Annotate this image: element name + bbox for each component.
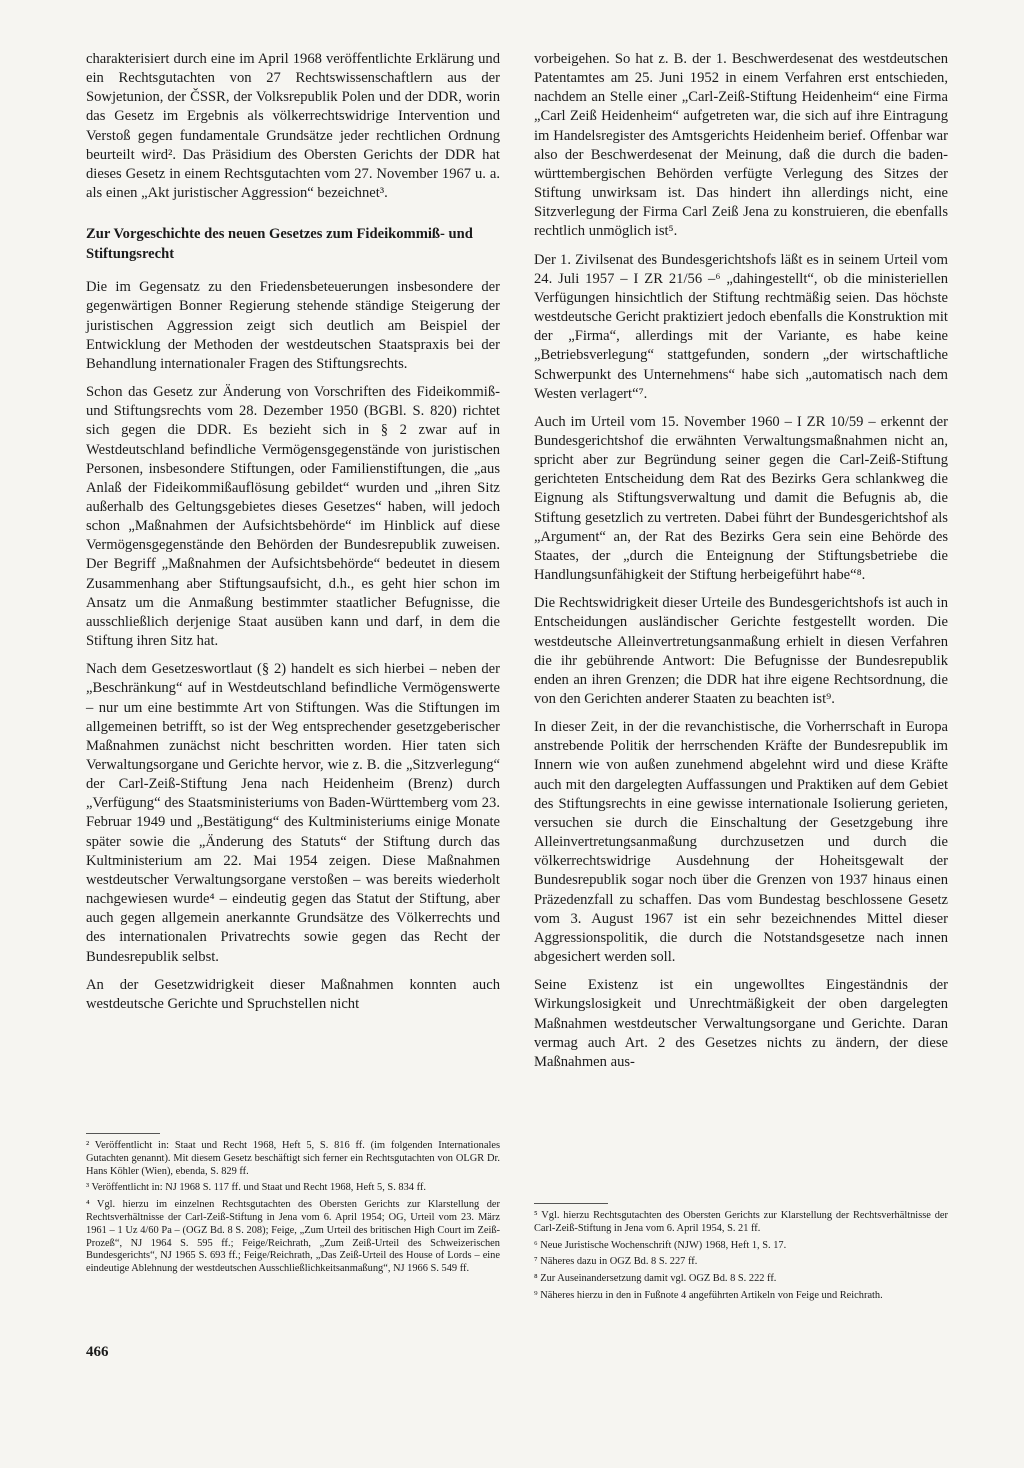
body-paragraph: vorbeigehen. So hat z. B. der 1. Beschwerdesenat des westdeutschen Patentamtes am 25. Juni 1952 in einem Verfahren erst entschieden, nachdem an Stelle einer „Carl-Zeiß-Stiftung Heidenheim“ eine Firma „Carl Zeiß Heidenheim“ aufgetreten war, die sich auf ihre Eintragung im Handelsregister des Amtsgerichts Heidenheim berief. Offenbar war also der Beschwerdesenat der Meinung, daß die durch die baden-württembergischen Behörden verfügte Verlegung des Sitzes der Stiftung unwirksam ist. Das hindert ihn allerdings nicht, eine Sitzverlegung der Firma Carl Zeiß Jena zu konstruieren, die ebenfalls rechtlich unmöglich ist⁵. [534, 51, 948, 240]
body-paragraph: Der 1. Zivilsenat des Bundesgerichtshofs läßt es in seinem Urteil vom 24. Juli 1957 – I ZR 21/56 –⁶ „dahingestellt“, ob die ministeriellen Verfügungen hinsichtlich der Stiftung rechtmäßig seien. Das höchste westdeutsche Gericht praktiziert jedoch ebenfalls die Konstruktion mit der „Firma“, allerdings mit der Variante, es habe keine „Betriebsverlegung“ stattgefunden, sondern „der wirtschaftliche Schwerpunkt des Unternehmens“ habe sich „automatisch nach dem Westen verlagert“⁷. [534, 251, 948, 402]
footnote: ⁵ Vgl. hierzu Rechtsgutachten des Obersten Gerichts zur Klarstellung der Rechtsverhältnisse der Carl-Zeiß-Stiftung in Jena vom 6. April 1954, S. 21 ff. [534, 1210, 948, 1234]
footnote: ⁶ Neue Juristische Wochenschrift (NJW) 1968, Heft 1, S. 17. [534, 1239, 787, 1251]
section-heading: Zur Vorgeschichte des neuen Gesetzes zum Fideikommiß- und Stiftungsrecht [86, 226, 473, 262]
footnote: ⁴ Vgl. hierzu im einzelnen Rechtsgutachten des Obersten Gerichts zur Klarstellung der Rechtsverhältnisse der Carl-Zeiß-Stiftung in Jena vom 6. April 1954; OG, Urteil vom 23. März 1961 – 1 Uz 4/60 Pa – (OGZ Bd. 8 S. 208); Feige, „Zum Urteil des britischen High Court im Zeiß-Prozeß“, NJ 1964 S. 595 ff.; Feige/Reichrath, „Zum Zeiß-Urteil des Schweizerischen Bundesgerichts“, NJ 1965 S. 693 ff.; Feige/Reichrath, „Das Zeiß-Urteil des House of Lords – eine eindeutige Ablehnung der westdeutschen Ausschließlichkeitsanmaßung“, NJ 1966 S. 549 ff. [86, 1199, 500, 1275]
footnote-divider [86, 1133, 160, 1134]
left-column [86, 50, 500, 1023]
footnote: ⁸ Zur Auseinandersetzung damit vgl. OGZ Bd. 8 S. 222 ff. [534, 1273, 777, 1285]
body-paragraph: Die im Gegensatz zu den Friedensbeteuerungen insbesondere der gegenwärtigen Bonner Regierung stehende ständige Steigerung der juristischen Aggression zeigt sich deutlich am Beispiel der Entwicklung der Methoden der westdeutschen Staatspraxis bei der Behandlung internationaler Fragen des Stiftungsrechts. [86, 279, 500, 372]
footnote: ³ Veröffentlicht in: NJ 1968 S. 117 ff. und Staat und Recht 1968, Heft 5, S. 834 ff. [86, 1182, 426, 1194]
right-footnotes [534, 1210, 948, 1307]
page-number: 466 [86, 1344, 109, 1360]
body-paragraph: Auch im Urteil vom 15. November 1960 – I ZR 10/59 – erkennt der Bundesgerichtshof die erwähnten Verwaltungsmaßnahmen nicht an, spricht aber zur Begründung seiner gegen die Carl-Zeiß-Stiftung gerichteten Entscheidung dem Rat des Bezirks Gera schlankweg die Eignung als Stiftungsverwaltung und damit die Befugnis ab, die Stiftung gesetzlich zu vertreten. Dabei führt der Bundesgerichtshof als „Argument“ an, der Rat des Bezirks Gera sein eine Behörde des Staates, der „durch die Enteignung der Stiftungsbetriebe die Handlungsunfähigkeit der Stiftung herbeigeführt habe“⁸. [534, 413, 948, 584]
body-paragraph: In dieser Zeit, in der die revanchistische, die Vorherrschaft in Europa anstrebende Politik der herrschenden Kräfte der Bundesrepublik im Innern wie von außen zunehmend abgelehnt wird und diese Kräfte auch mit den dargelegten Auffassungen und Praktiken auf dem Gebiet des Stiftungsrechts in eine gewisse internationale Isolierung gerieten, versuchen sie durch die Einschaltung der Gesetzgebung ihre Alleinvertretungsanmaßung durchzusetzen und durch die völkerrechtswidrige Ausdehnung der Hoheitsgewalt der Bundesrepublik sogar noch über die Grenzen von 1937 hinaus einen Präzedenzfall zu schaffen. Das vom Bundestag beschlossene Gesetz vom 3. August 1967 ist ein sehr bezeichnendes Mittel dieser Aggressionspolitik, die durch die Notstandsgesetze nach innen abgesichert werden soll. [534, 719, 948, 966]
footnote: ⁷ Näheres dazu in OGZ Bd. 8 S. 227 ff. [534, 1256, 698, 1268]
footnote-divider [534, 1203, 608, 1204]
footnote: ² Veröffentlicht in: Staat und Recht 1968, Heft 5, S. 816 ff. (im folgenden Internationales Gutachten genannt). Mit diesem Gesetz beschäftigt sich ferner ein Rechtsgutachten von OLGR Dr. Hans Köhler (Wien), ebenda, S. 829 ff. [86, 1140, 500, 1177]
body-paragraph: Schon das Gesetz zur Änderung von Vorschriften des Fideikommiß- und Stiftungsrechts vom 28. Dezember 1950 (BGBl. S. 820) richtet sich gegen die DDR. Es bezieht sich in § 2 zwar auf in Westdeutschland befindliche Vermögensgegenstände von juristischen Personen, insbesondere Stiftungen, oder Familienstiftungen, die „aus Anlaß der Fideikommißauflösung gebildet“ wurden und „ihren Sitz außerhalb des Geltungsgebietes dieses Gesetzes“ haben, will jedoch schon „Maßnahmen der Aufsichtsbehörde“ im Hinblick auf diese Vermögensgegenstände den Behörden der Bundesrepublik zuweisen. Der Begriff „Maßnahmen der Aufsichtsbehörde“ bedeutet in diesem Zusammenhang aber Stiftungsaufsicht, d.h., es geht hier schon im Ansatz um die Anmaßung bestimmter staatlicher Befugnisse, die ausschließlich derjenige Staat ausüben kann und darf, in dem die Stiftung ihren Sitz hat. [86, 384, 500, 650]
body-paragraph: Die Rechtswidrigkeit dieser Urteile des Bundesgerichtshofs ist auch in Entscheidungen ausländischer Gerichte festgestellt worden. Die westdeutsche Alleinvertretungsanmaßung erhielt in diesen Verfahren die ihr gebührende Antwort: Die Befugnisse der Bundesrepublik enden an ihren Grenzen; die DDR hat ihre eigene Rechtsordnung, die von den Gerichten anderer Staaten zu beachten ist⁹. [534, 595, 948, 707]
left-footnotes [86, 1140, 500, 1280]
right-column [534, 50, 948, 1081]
body-paragraph: An der Gesetzwidrigkeit dieser Maßnahmen konnten auch westdeutsche Gerichte und Spruchstellen nicht [86, 976, 500, 1012]
body-paragraph: charakterisiert durch eine im April 1968 veröffentlichte Erklärung und ein Rechtsgutachten von 27 Rechtswissenschaftlern aus der Sowjetunion, der ČSSR, der Volksrepublik Polen und der DDR, worin das Gesetz im Ergebnis als völkerrechtswidrige Intervention und Verstoß gegen fundamentale Grundsätze jeder rechtlichen Ordnung beurteilt wird². Das Präsidium des Obersten Gerichts der DDR hat dieses Gesetz in einem Rechtsgutachten vom 27. November 1967 u. a. als einen „Akt juristischer Aggression“ bezeichnet³. [86, 51, 500, 202]
footnote: ⁹ Näheres hierzu in den in Fußnote 4 angeführten Artikeln von Feige und Reichrath. [534, 1289, 883, 1301]
body-paragraph: Nach dem Gesetzeswortlaut (§ 2) handelt es sich hierbei – neben der „Beschränkung“ auf in Westdeutschland befindliche Vermögenswerte – nur um eine bestimmte Art von Stiftungen. Was die Stiftungen im allgemeinen betrifft, so ist der Weg entsprechender gesetzgeberischer Maßnahmen zunächst nicht beschritten worden. Hier taten sich Verwaltungsorgane und Gerichte hervor, wie z. B. die „Sitzverlegung“ der Carl-Zeiß-Stiftung Jena nach Heidenheim (Brenz) durch „Verfügung“ des Staatsministeriums von Baden-Württemberg vom 23. Februar 1949 und „Bestätigung“ des Kultministeriums einige Monate später sowie die „Änderung des Statuts“ der Stiftung durch das Kultministerium am 22. Mai 1954 zeigen. Diese Maßnahmen westdeutscher Verwaltungsorgane verstoßen – was bereits wiederholt nachgewiesen wurde⁴ – eindeutig gegen das Statut der Stiftung, aber auch gegen allgemein anerkannte Grundsätze des Völkerrechts und des internationalen Privatrechts sowie gegen das Recht der Bundesrepublik selbst. [86, 661, 500, 965]
body-paragraph: Seine Existenz ist ein ungewolltes Eingeständnis der Wirkungslosigkeit und Unrechtmäßigkeit der oben dargelegten Maßnahmen westdeutscher Verwaltungsorgane und Gerichte. Daran vermag auch Art. 2 des Gesetzes nichts zu ändern, der diese Maßnahmen aus- [534, 977, 948, 1070]
